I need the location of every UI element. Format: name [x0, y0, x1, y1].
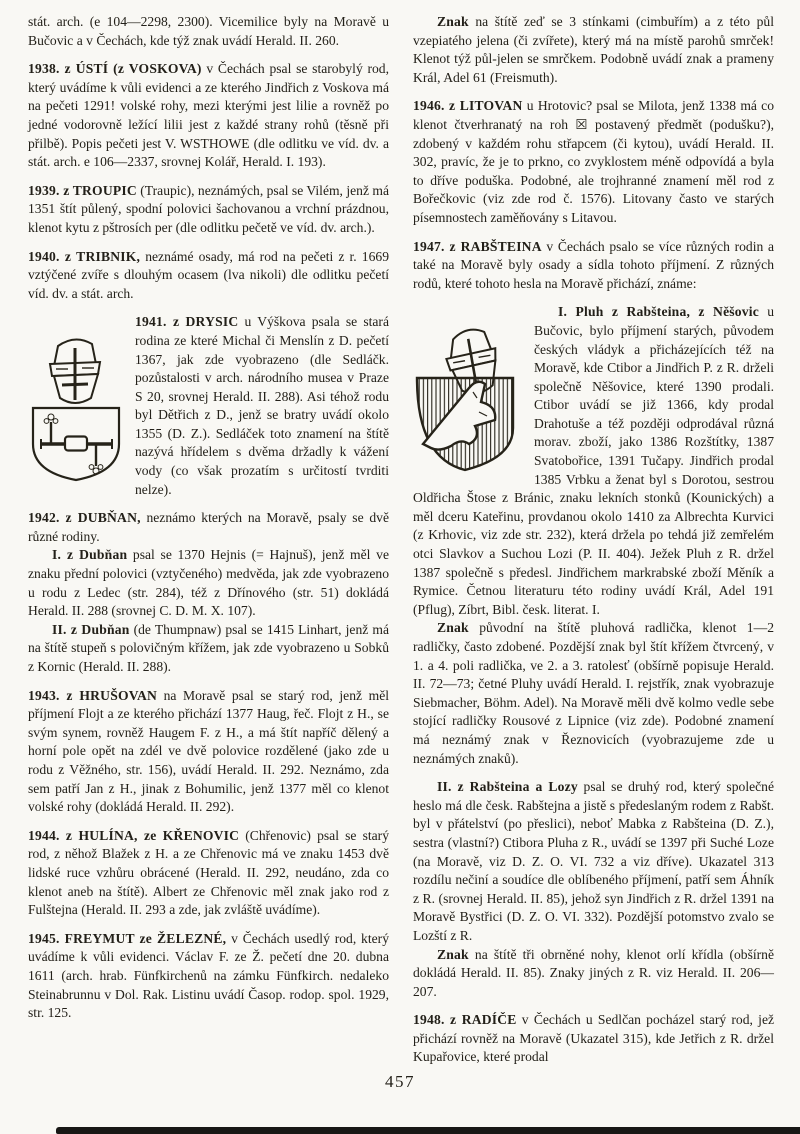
entry-1942 — [28, 509, 389, 546]
helm-and-shield-drawing — [28, 332, 124, 484]
entry-1947 — [413, 238, 774, 294]
left-column — [28, 13, 389, 1064]
entry-heading: 1944. z HULÍNA, ze KŘENOVIC — [28, 827, 240, 843]
paragraph-text: v Čechách u Sedlčan pocházel starý rod, jež přichází rovněž na Moravě (Ukazatel 315), kde Jetřich z R. držel Kupařovice, které prodal — [413, 1012, 775, 1065]
paragraph-text: (Chřenovic) psal se starý rod, z něhož Blažek z H. a ze Chřenovic má ve znaku 1453 dvě lidské ruce vzhůru obrácené (Herald. II. 292, neudáno, zda co klenot aneb na štítě). Albert ze Chřenovic měl znak jako rod z Fulštejna (Herald. II. 293 a zde, jak zvláště uvádíme). — [28, 827, 389, 918]
sub-entry-heading: I. Pluh z Rabšteina, z Něšovic — [558, 304, 759, 320]
entry-1947-sub-2 — [413, 778, 774, 945]
entry-1946 — [413, 97, 774, 227]
paragraph-text: (Traupic), neznámých, psal se Vilém, jenž má 1351 štít půlený, spodní polovici šachovanou a vrchní prázdnou, klenot kytu z pštrosích per (dle odlitku pečetě ve víd. dv. arch.). — [28, 182, 390, 235]
entry-1947-sub-1 — [413, 303, 774, 619]
paragraph-text: v Čechách usedlý rod, který uvádíme k vůli evidenci. Václav F. ze Ž. pečetí dne 20. dubna 1611 (arch. hrab. Fünfkirchenů na zámku Fünfkirch. nedaleko Steinabrunnu v Dol. Rak. Listinu uvádí Časop. rodop. spol. 1929, str. 125. — [28, 930, 389, 1021]
paragraph-text: (de Thumpnaw) psal se 1415 Linhart, jenž má na štítě stupeň s polovičným křížem, jak zde vyobrazeno u Sobků z Kornic (Herald. II. 288). — [28, 621, 389, 674]
paragraph-text: v Čechách psal se starobylý rod, který uvádíme k vůli evidenci a ze kterého Jindřich z Voskova má na pečeti 1291! volské rohy, mezi kterými jest lilie a rovněž po jedné vodorovně ležící lilii jest z každé strany rohů (těsně při přilbě). Popis pečeti jest V. WSTHOWE (dle odlitku ve víd. dv. a stát. arch. e 106—2337, srovnej Kolář, Herald. I. 193). — [28, 61, 389, 170]
drysic-coat-of-arms-illustration — [28, 332, 124, 484]
paragraph-text: u Bučovic, bylo příjmení starých, původem českých vládyk a přicházejících též na Moravě, kde Ctibor a Jindřich P. z R. drželi společně Něšovice, které 1390 prodali. Ctibor uvádí se již 1366, kdy prodal Drahotuše a též později odprodával různá morav. zboží, jako 1386 Rozštítky, 1387 Svatobořice, 1391 Tučapy. Jindřich prodal 1385 Vrbku a ženat byl s Dorotou, sestrou Oldřicha Štose z Bránic, znaku lekních stonků (Kounických) a měl dceru Kateřinu, provdanou okolo 1410 za Albrechta Kurvici (z Krhovic, viz zde str. 232), která držela po tehdá již zemřelém otci Slavkov a Suchou Lozi (P. II. 404). Ježek Pluh z R. držel 1387 společně s předesl. Jindřichem markrabské zboží Měník a Rymice. Četnou literaturu této rodiny uvádí Král, Adel 191 (Pflug), Zíbrt, Bibl. česk. literat. I. — [413, 304, 774, 617]
paragraph-lead: Znak — [437, 620, 469, 636]
entry-heading: 1941. z DRYSIC — [135, 314, 239, 330]
entry-1941 — [28, 313, 389, 499]
sub-entry-heading: II. z Rabšteina a Lozy — [437, 779, 578, 795]
entry-heading: 1939. z TROUPIC — [28, 182, 137, 198]
pluh-rabstein-coat-of-arms-illustration — [413, 320, 523, 478]
paragraph-text: na štítě tři obrněné nohy, klenot orlí křídla (obšírně dokládá Herald. II. 85). Znaky jiných z R. viz Herald. II. 206—207. — [413, 946, 774, 999]
paragraph-text: původní na štítě pluhová radlička, klenot 1—2 radličky, často zdobené. Pozdější znak byl štít křížem čtvrcený, v 1. a 4. poli radlička, ve 2. a 3. ratolesť (obšírně popisuje Herald. II. 72—73; četné Pluhy uvádí Herald. I. rejstřík, znak vyobrazuje Siebmacher, Böhm. Adel). Na Moravě měli dvě kolmo vedle sebe stojící radličky Rousové z Lipnice (viz zde). Podobné znamení má neznámý znak v Řeznovicích (vyobrazujeme zde u neznámých znaků). — [413, 620, 774, 766]
paragraph-text: psal se 1370 Hejnis (= Hajnuš), jenž měl ve znaku přední polovici (vztyčeného) medvěda, jak zde vyobrazeno u rodu z Ledec (str. 284), též z Dřínového (str. 51) dokládá Herald. II. 288 (srovnej C. D. M. X. 107). — [28, 547, 389, 619]
paragraph-lead: Znak — [437, 946, 469, 962]
entry-1943 — [28, 687, 389, 817]
entry-heading: 1940. z TRIBNIK, — [28, 248, 141, 264]
entry-1942-sub-2 — [28, 621, 389, 677]
sub-entry-heading: II. z Dubňan — [52, 621, 130, 637]
znak-paragraph-loza — [413, 946, 774, 1002]
entry-1945 — [28, 930, 389, 1023]
helm-and-hatched-shield-drawing — [413, 320, 523, 478]
paragraph-lead: Znak — [437, 14, 469, 29]
znak-paragraph-pluh — [413, 619, 774, 768]
entry-1942-sub-1 — [28, 546, 389, 620]
paragraph-text: neznámo kterých na Moravě, psaly se dvě různé rodiny. — [28, 510, 390, 544]
entry-heading: 1948. z RADÍČE — [413, 1012, 517, 1028]
entry-1944 — [28, 827, 389, 920]
right-column — [413, 13, 774, 1064]
paragraph-text: u Výškova psala se stará rodina ze které Michal či Menslín z D. pečetí 1367, jak zde vyobrazeno (dle Sedláčk. pozůstalosti v arch. národního musea v Praze S 20, srovnej Herald. II. 288). Asi téhož rodu byl Dětřich z D., jenž se bratry uvádí okolo 1355 (D. Z.). Sedláček toto znamení na štítě nazývá hřídelem s dvěma držadly k vážení vody (co však prozatím s určitostí tvrditi nelze). — [135, 314, 389, 497]
continuation-paragraph — [28, 13, 389, 50]
paragraph-text: psal se druhý rod, který společné heslo má dle česk. Rabštejna a jistě s předeslaným rodem z Rabšt. byl v přátelství (po přeslici), neboť Mabka z Rabšteina (D. Z.), sestra (vlastní?) Ctibora Pluha z R., uvádí se 1397 při Suché Loze (na Moravě, viz D. Z. O. VI. 732 a viz dříve). Ukazatel 313 rozdílu nečiní a soudíce dle oblíbeného příjmení, patří sem Áhník z R. (srovnej Herald. II. 85), jehož syn Jindřich z R. držel 1391 na Moravě Bystřici (D. Z. O. VI. 332). Pozdější potomstvo zvalo se Lozští z R. — [413, 779, 774, 943]
entry-heading: 1938. z ÚSTÍ (z VOSKOVA) — [28, 61, 202, 77]
entry-1940 — [28, 248, 389, 304]
scan-edge-artifact — [56, 1127, 800, 1134]
page-number: 457 — [385, 1072, 415, 1091]
paragraph-text: na Moravě psal se starý rod, jenž měl příjmení Flojt a ze kterého přichází 1377 Haug, řeč. Flojt z H., se svým synem, rovněž Haugem F. z H., a má štít napříč dělený a horní pole opět na zdél ve dvě polovice rozdělené (jako zde u rodu z Věžného, str. 156), uvádí Herald. II. 292. Neznámo, zda sem patří Jan z H., jinak z Bohumilic, jenž 1377 měl co klenot volské rohy (dokládá Herald. II. 292). — [28, 687, 390, 815]
paragraph-text: na štítě zeď se 3 stínkami (cimbuřím) a z této půl vzepiatého jelena (či zvířete), který má na místě parohů smrček! Klenot týž půl-jelen se smrčkem. Podobně uvádí znak a prameny Král, Adel 61 (Freismuth). — [413, 14, 774, 85]
paragraph-text: u Hrotovic? psal se Milota, jenž 1338 má co klenot čtverhranatý na roh ☒ postavený předmět (podušku?), zdobený v každém rohu střapcem (či kytou), uvádí Herald. II. 302, pravíc, že je to prkno, co zvyklostem méně odpovídá a byla to dříve poduška. Podobné, ale trojhranné znamení měl rod z Bořečkovic (viz zde rod č. 1576). Litovany často ve starých písemnostech zaměňovány s Litavou. — [413, 98, 775, 225]
paragraph-text: stát. arch. (e 104—2298, 2300). Vicemilice byly na Moravě u Bučovic a v Čechách, kde týž znak uvádí Herald. II. 260. — [28, 14, 389, 48]
sub-entry-heading: I. z Dubňan — [52, 547, 128, 563]
entry-heading: 1945. FREYMUT ze ŽELEZNÉ, — [28, 930, 227, 946]
entry-heading: 1947. z RABŠTEINA — [413, 238, 542, 254]
entry-1938 — [28, 60, 389, 172]
entry-1939 — [28, 182, 389, 238]
entry-1948 — [413, 1011, 774, 1067]
entry-heading: 1943. z HRUŠOVAN — [28, 687, 158, 703]
entry-heading: 1942. z DUBŇAN, — [28, 510, 141, 526]
znak-paragraph-freymut — [413, 13, 774, 87]
paragraph-text: neznámé osady, má rod na pečeti z r. 1669 vztýčené zvíře s dlouhým ocasem (lva nikoli) dle odlitku pečetí víd. dv. a stát. arch. — [28, 248, 389, 301]
entry-heading: 1946. z LITOVAN — [413, 98, 523, 114]
paragraph-text: v Čechách psalo se více různých rodin a také na Moravě byly osady a sídla tohoto příjmení. Z různých rodů, které tohoto hesla na Moravě přichází, známe: — [413, 238, 774, 291]
